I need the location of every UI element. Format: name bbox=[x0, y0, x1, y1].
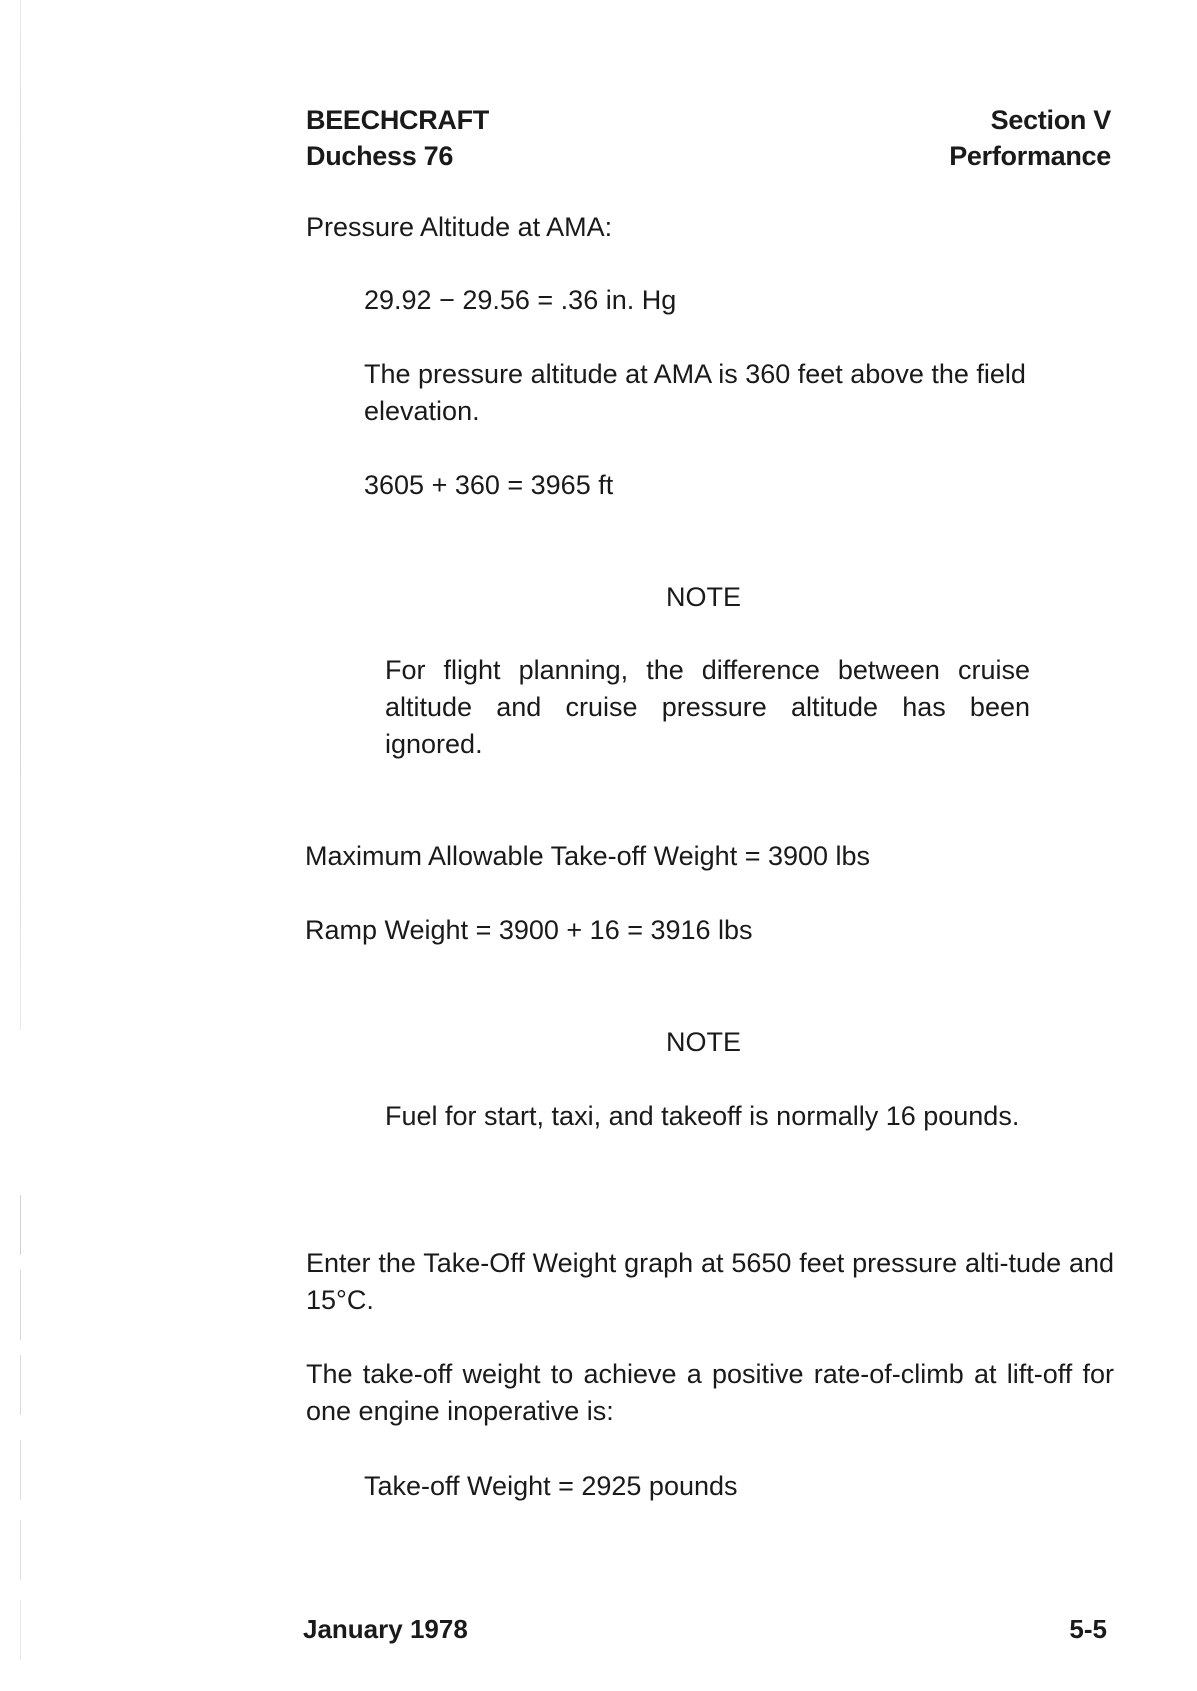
max-takeoff-weight: Maximum Allowable Take-off Weight = 3900 lbs bbox=[305, 841, 871, 871]
scan-edge-mark bbox=[20, 1440, 21, 1500]
scan-edge-mark bbox=[20, 1520, 21, 1580]
takeoff-statement: The take-off weight to achieve a positive rate-of-climb at lift-off for one engine inoperative is: bbox=[306, 1359, 1114, 1426]
scan-edge-mark bbox=[20, 1270, 21, 1340]
header-right bbox=[949, 102, 1111, 174]
ramp-weight: Ramp Weight = 3900 + 16 = 3916 lbs bbox=[305, 915, 753, 945]
note-2-title: NOTE bbox=[666, 1027, 742, 1057]
altitude-calculation: 3605 + 360 = 3965 ft bbox=[364, 470, 614, 500]
header-model: Duchess 76 bbox=[306, 141, 454, 171]
pressure-statement: The pressure altitude at AMA is 360 feet above the field elevation. bbox=[364, 359, 1026, 426]
note-1-text: For flight planning, the difference between cruise altitude and cruise pressure altitude has been ignored. bbox=[385, 655, 1030, 759]
scan-edge-mark bbox=[20, 1600, 21, 1660]
takeoff-weight-result: Take-off Weight = 2925 pounds bbox=[364, 1471, 738, 1501]
header-section-title: Performance bbox=[949, 141, 1111, 171]
note-2-text: Fuel for start, taxi, and takeoff is normally 16 pounds. bbox=[385, 1101, 1020, 1131]
footer-date: January 1978 bbox=[303, 1614, 468, 1644]
note-1-title: NOTE bbox=[666, 582, 742, 612]
scan-edge-mark bbox=[20, 1195, 21, 1255]
header-left bbox=[306, 102, 489, 174]
pressure-calculation: 29.92 − 29.56 = .36 in. Hg bbox=[364, 285, 677, 315]
pressure-altitude-label: Pressure Altitude at AMA: bbox=[306, 212, 613, 242]
header-manufacturer: BEECHCRAFT bbox=[306, 105, 489, 135]
scan-edge-mark bbox=[20, 0, 21, 1030]
scan-edge-mark bbox=[20, 1355, 21, 1415]
enter-graph-text: Enter the Take-Off Weight graph at 5650 feet pressure alti-tude and 15°C. bbox=[306, 1248, 1114, 1315]
header-section: Section V bbox=[990, 105, 1111, 135]
footer-page-number: 5-5 bbox=[1069, 1614, 1107, 1644]
